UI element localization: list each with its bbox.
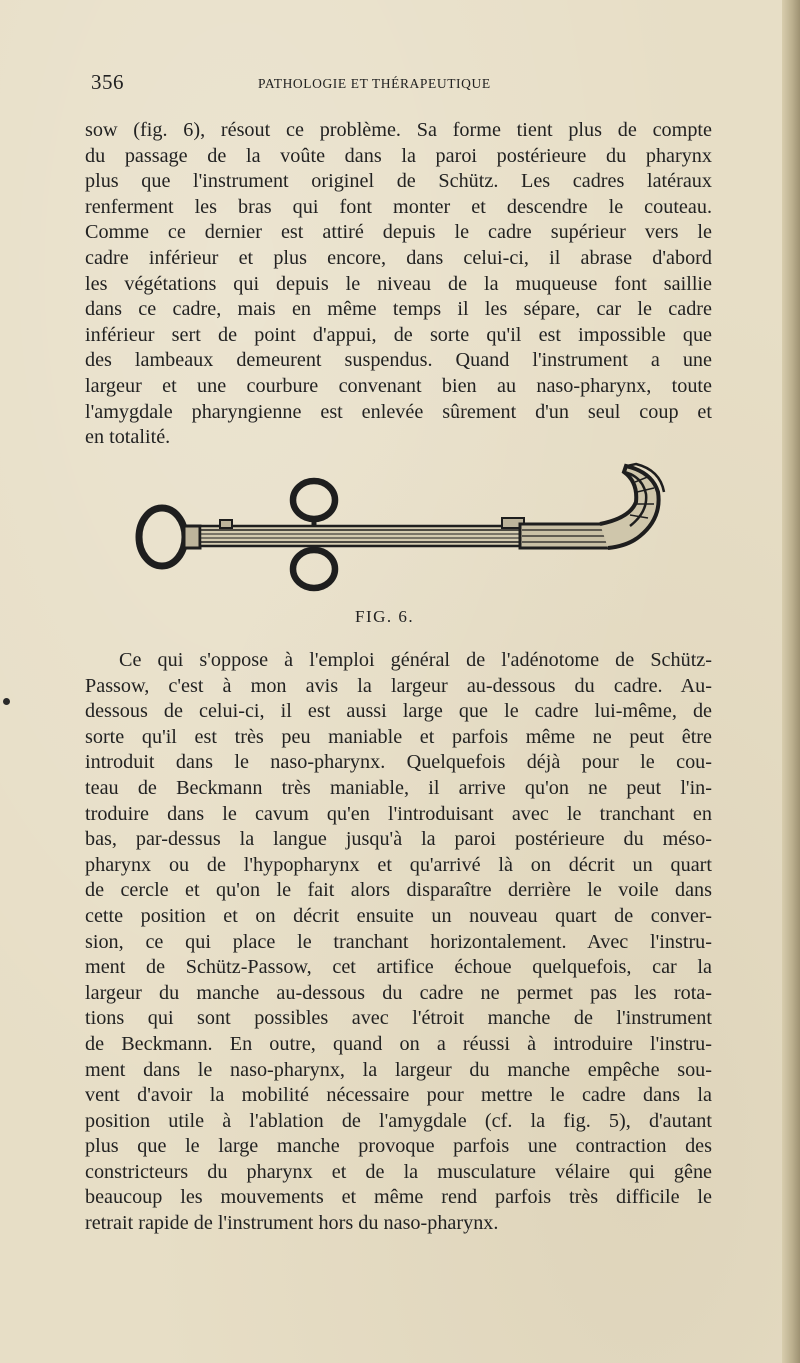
page-number: 356 <box>91 70 124 94</box>
text-line: tions qui sont possibles avec l'étroit manche de l'instrument <box>85 1007 712 1030</box>
text-line: Ce qui s'oppose à l'emploi général de l'adénotome de Schütz- <box>119 649 712 671</box>
text-line: bas, par-dessus la langue jusqu'à la paroi postérieure du méso- <box>85 828 712 851</box>
text-line: position utile à l'ablation de l'amygdale (cf. la fig. 5), d'autant <box>85 1109 712 1132</box>
text-line: de Beckmann. En outre, quand on a réussi à introduire l'instru- <box>85 1032 712 1055</box>
upper-ring-icon <box>293 481 335 519</box>
text-line: renferment les bras qui font monter et descendre le couteau. <box>85 195 712 218</box>
paragraph-2 <box>85 648 712 1237</box>
text-line: dessous de celui-ci, il est aussi large que le cadre lui-même, de <box>85 700 712 723</box>
text-line: constricteurs du pharynx et de la musculature vélaire qui gêne <box>85 1160 712 1183</box>
text-line: de cercle et qu'on le fait alors disparaître derrière le voile dans <box>85 879 712 902</box>
text-line: l'amygdale pharyngienne est enlevée sûrement d'un seul coup et <box>85 400 712 423</box>
text-line: inférieur sert de point d'appui, de sorte qu'il est impossible que <box>85 323 712 346</box>
text-line: Passow, c'est à mon avis la largeur au-dessous du cadre. Au- <box>85 674 712 697</box>
paragraph-1 <box>85 118 712 451</box>
text-line: en totalité. <box>85 426 171 449</box>
adenotome-instrument-figure <box>130 460 670 595</box>
text-line: sow (fig. 6), résout ce problème. Sa forme tient plus de compte <box>85 119 712 141</box>
text-line: pharynx ou de l'hypopharynx et qu'arrivé là on décrit un quart <box>85 853 712 876</box>
text-line: largeur et une courbure convenant bien au naso-pharynx, toute <box>85 374 712 397</box>
text-line: dans ce cadre, mais en même temps il les sépare, car le cadre <box>85 298 712 321</box>
text-line: cadre inférieur et plus encore, dans celui-ci, il abrase d'abord <box>85 246 712 269</box>
text-line: ment de Schütz-Passow, cet artifice échoue quelquefois, car la <box>85 956 712 979</box>
text-line: sorte qu'il est très peu maniable et parfois même ne peut être <box>85 725 712 748</box>
text-line: des lambeaux demeurent suspendus. Quand l'instrument a une <box>85 349 712 372</box>
figure-caption: FIG. 6. <box>355 607 415 626</box>
margin-ink-dot <box>3 698 10 705</box>
text-line: ment dans le naso-pharynx, la largeur du manche empêche sou- <box>85 1058 712 1081</box>
text-line: introduit dans le naso-pharynx. Quelquefois déjà pour le cou- <box>85 751 712 774</box>
text-line: cette position et on décrit ensuite un nouveau quart de conver- <box>85 904 712 927</box>
text-line: teau de Beckmann très maniable, il arrive qu'on ne peut l'in- <box>85 776 712 799</box>
text-line: beaucoup les mouvements et même rend parfois très difficile le <box>85 1186 712 1209</box>
text-line: plus que le large manche provoque parfois une contraction des <box>85 1135 712 1158</box>
lower-ring-icon <box>293 550 335 588</box>
text-line: plus que l'instrument originel de Schütz. Les cadres latéraux <box>85 170 712 193</box>
running-head: PATHOLOGIE ET THÉRAPEUTIQUE <box>258 76 491 91</box>
text-line: retrait rapide de l'instrument hors du naso-pharynx. <box>85 1212 499 1235</box>
text-line: sion, ce qui place le tranchant horizontalement. Avec l'instru- <box>85 930 712 953</box>
text-line: les végétations qui depuis le niveau de la muqueuse font saillie <box>85 272 712 295</box>
rear-ring-icon <box>139 508 185 566</box>
text-line: vent d'avoir la mobilité nécessaire pour mettre le cadre dans la <box>85 1084 712 1107</box>
text-line: du passage de la voûte dans la paroi postérieure du pharynx <box>85 144 712 167</box>
text-line: Comme ce dernier est attiré depuis le cadre supérieur vers le <box>85 221 712 244</box>
text-line: troduire dans le cavum qu'en l'introduisant avec le tranchant en <box>85 802 712 825</box>
page-edge-shadow <box>782 0 800 1363</box>
text-line: largeur du manche au-dessous du cadre ne permet pas les rota- <box>85 981 712 1004</box>
